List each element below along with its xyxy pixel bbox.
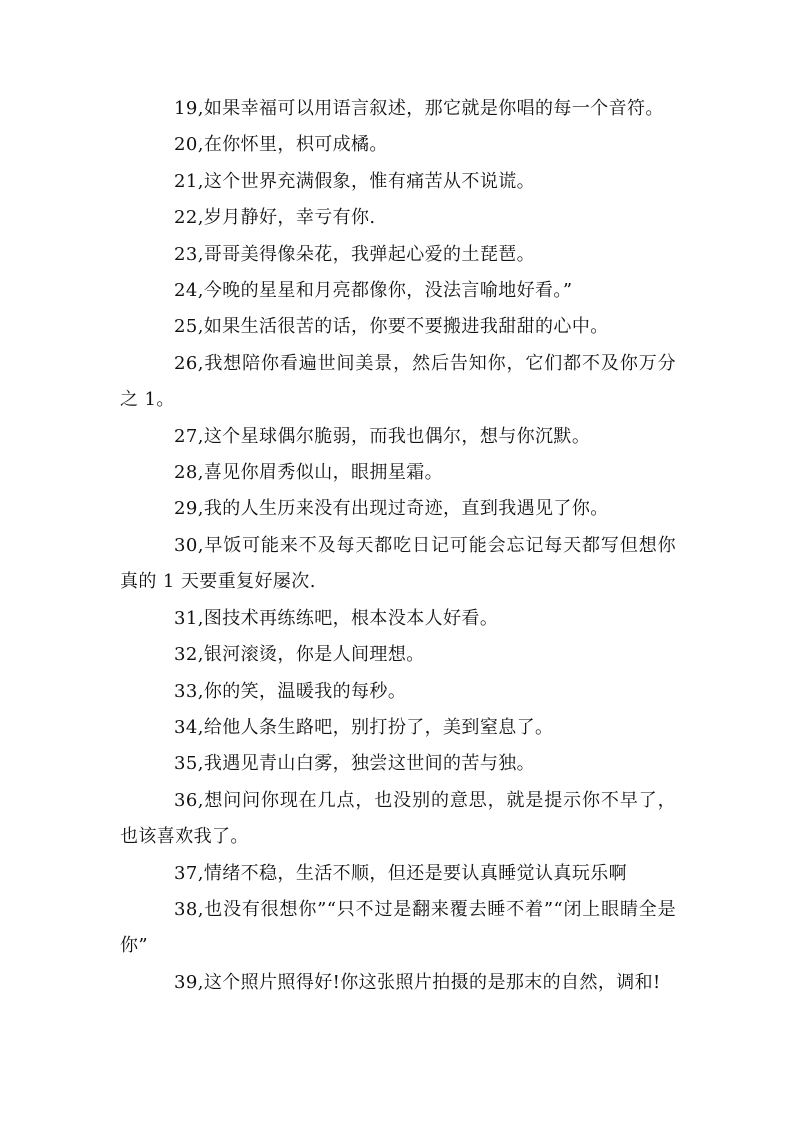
paragraph-20: 20,在你怀里，枳可成橘。 [174, 134, 388, 156]
paragraph-21: 21,这个世界充满假象，惟有痛苦从不说谎。 [174, 170, 536, 192]
paragraph-31: 31,图技术再练练吧，根本没本人好看。 [174, 607, 499, 629]
paragraph-27: 27,这个星球偶尔脆弱，而我也偶尔，想与你沉默。 [174, 425, 591, 447]
paragraph-25: 25,如果生活很苦的话，你要不要搬进我甜甜的心中。 [174, 316, 609, 338]
paragraph-30: 30,早饭可能来不及每天都吃日记可能会忘记每天都写但想你真的 1 天要重复好屡次. [120, 534, 676, 593]
paragraph-32: 32,银河滚烫，你是人间理想。 [174, 644, 425, 666]
paragraph-26: 26,我想陪你看遍世间美景，然后告知你，它们都不及你万分之 1。 [120, 352, 676, 411]
paragraph-38: 38,也没有很想你”“只不过是翻来覆去睡不着”“闭上眼睛全是你” [120, 898, 676, 957]
paragraph-34: 34,给他人条生路吧，别打扮了，美到窒息了。 [174, 716, 554, 738]
paragraph-23: 23,哥哥美得像朵花，我弹起心爱的土琵琶。 [174, 243, 536, 265]
paragraph-28: 28,喜见你眉秀似山，眼拥星霜。 [174, 462, 444, 484]
paragraph-35: 35,我遇见青山白雾，独尝这世间的苦与独。 [174, 753, 536, 775]
paragraph-24: 24,今晚的星星和月亮都像你，没法言喻地好看。” [174, 280, 573, 302]
paragraph-33: 33,你的笑，温暖我的每秒。 [174, 680, 407, 702]
paragraph-37: 37,情绪不稳，生活不顺，但还是要认真睡觉认真玩乐啊 [174, 862, 628, 884]
paragraph-39: 39,这个照片照得好!你这张照片拍摄的是那末的自然，调和! [174, 971, 661, 993]
paragraph-22: 22,岁月静好，幸亏有你. [174, 207, 376, 229]
paragraph-29: 29,我的人生历来没有出现过奇迹，直到我遇见了你。 [174, 498, 609, 520]
paragraph-36: 36,想问问你现在几点，也没别的意思，就是提示你不早了，也该喜欢我了。 [120, 789, 676, 848]
paragraph-19: 19,如果幸福可以用语言叙述，那它就是你唱的每一个音符。 [174, 98, 664, 119]
